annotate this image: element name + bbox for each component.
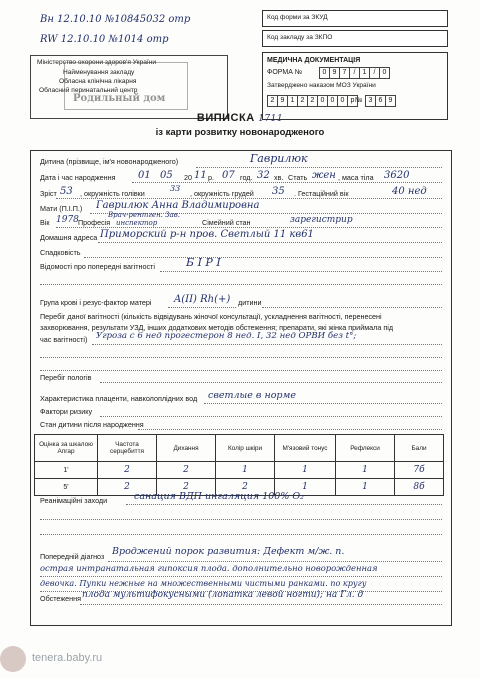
ministry-line-1: Міністерство охорони здоров'я України xyxy=(37,59,157,66)
approved-line: Затверджено наказом МОЗ України xyxy=(267,82,376,89)
birth-year-prefix: 20 xyxy=(184,173,192,182)
digit: 2 xyxy=(267,95,278,107)
apgar-cell: 1 xyxy=(336,479,395,496)
ministry-line-3: Обласна клінічна лікарня xyxy=(59,78,137,85)
weight-label: , маса тіла xyxy=(338,173,374,182)
height-label: Зріст xyxy=(40,189,57,198)
watermark-text: tenera.baby.ru xyxy=(32,652,103,664)
digit: 9 xyxy=(277,95,288,107)
apgar-header: Оцінка за шкалою Апгар xyxy=(35,435,98,462)
course-label-2: захворювання, результати УЗД, інших додаткових методів обстеження; препарати, які жінка приймала під xyxy=(40,323,394,332)
digit: / xyxy=(369,67,380,79)
med-doc-title: МЕДИЧНА ДОКУМЕНТАЦІЯ xyxy=(267,57,361,64)
hospital-stamp xyxy=(64,62,188,110)
digit: 9 xyxy=(385,95,396,107)
sex-value: жен xyxy=(312,170,336,181)
zkud-code-box xyxy=(262,10,448,27)
chest-label: , окружність грудей xyxy=(190,189,254,198)
handwritten-note-1: Вн 12.10.10 №10845032 отр xyxy=(40,14,191,25)
diag-value-2: острая интранатальная гипоксия плода. дополнительно новорожденная xyxy=(40,563,378,573)
mother-value: Гаврилюк Анна Владимировна xyxy=(96,200,260,211)
apgar-cell: 2 xyxy=(157,462,216,479)
approval-date-digits xyxy=(267,95,357,107)
apgar-cell: 1 xyxy=(216,462,275,479)
birth-day: 01 xyxy=(138,170,151,181)
apgar-cell: 1' xyxy=(35,462,98,479)
tenera-logo-icon xyxy=(0,646,26,672)
height-value: 53 xyxy=(60,186,73,197)
gest-label: . Гестаційний вік xyxy=(294,189,349,198)
course-label-1: Перебіг даної вагітності (кількість відвідувань жіночої консультації, ускладнення вагітності, перенесені xyxy=(40,312,382,321)
age-label: Вік xyxy=(40,218,50,227)
apgar-cell: 2 xyxy=(98,462,157,479)
course-value: Угроза с 6 нед прогестерон 8 нед. I, 32 нед ОРВИ без t°; xyxy=(96,331,357,341)
digit: 0 xyxy=(337,95,348,107)
apgar-header-row xyxy=(35,435,444,462)
apgar-header: Колір шкіри xyxy=(216,435,275,462)
prof-value-2: инспектор xyxy=(116,219,158,227)
form-number-label: ФОРМА № xyxy=(267,69,303,76)
head-label: , окружність голівки xyxy=(80,189,145,198)
child-label: Дитина (прізвище, ім'я новонародженого) xyxy=(40,157,179,166)
blood-label: Група крові і резус-фактор матері xyxy=(40,298,152,307)
prof-value: Врач-рентген. Зав. xyxy=(108,211,180,219)
reanim-value: санация ВДП ингаляция 100% O₂ xyxy=(134,491,304,502)
address-label: Домашня адреса xyxy=(40,233,98,242)
exam-value: плода мультифокусными (лопатка левой ногти); на Гл. д xyxy=(82,590,364,600)
placenta-value: светлые в норме xyxy=(208,390,297,401)
prof-label: Професія xyxy=(78,218,111,227)
birth-month: 05 xyxy=(160,170,173,181)
digit: 0 xyxy=(319,67,330,79)
zkud-label: Код форми за ЗКУД xyxy=(267,14,328,21)
family-value: зарегистрир xyxy=(290,215,353,225)
child-blood-label: дитини xyxy=(238,298,262,307)
med-doc-box xyxy=(262,52,448,120)
apgar-cell: 1 xyxy=(336,462,395,479)
digit: 3 xyxy=(365,95,376,107)
order-digits xyxy=(365,95,395,107)
document-title xyxy=(0,112,480,124)
sex-label: Стать xyxy=(288,173,308,182)
apgar-cell: 5' xyxy=(35,479,98,496)
apgar-cell: 2 xyxy=(157,479,216,496)
apgar-cell: 8б xyxy=(395,479,444,496)
digit: р xyxy=(347,95,358,107)
hour-suffix: год. xyxy=(240,173,253,182)
title-main: ВИПИСКА xyxy=(196,112,255,124)
placenta-label: Характеристика плаценти, навколоплідних вод xyxy=(40,394,198,403)
prev-preg-label: Відомості про попередні вагітності xyxy=(40,262,155,271)
ministry-line-4: Обласний перинатальний центр xyxy=(39,87,138,94)
apgar-cell: 1 xyxy=(275,462,336,479)
digit: 1 xyxy=(359,67,370,79)
apgar-header: Дихання xyxy=(157,435,216,462)
digit: 1 xyxy=(287,95,298,107)
digit: / xyxy=(349,67,360,79)
diag-label: Попередній діагноз xyxy=(40,552,105,561)
heredity-label: Спадковість xyxy=(40,248,81,257)
birth-min: 32 xyxy=(257,170,270,181)
year-suffix: р. xyxy=(208,173,214,182)
birth-label: Дата і час народження xyxy=(40,173,116,182)
state-label: Стан дитини після народження xyxy=(40,420,144,429)
digit: 0 xyxy=(327,95,338,107)
handwritten-note-2: RW 12.10.10 №1014 отр xyxy=(40,34,169,45)
apgar-cell: 2 xyxy=(98,479,157,496)
digit: 7 xyxy=(339,67,350,79)
zkpo-code-box xyxy=(262,30,448,47)
prev-preg-value: Б I Р I xyxy=(186,256,221,269)
stamp-text: Родильный дом xyxy=(73,93,166,104)
digit: 0 xyxy=(379,67,390,79)
form-number-digits xyxy=(319,67,389,79)
family-label: Сімейний стан xyxy=(202,218,251,227)
reanim-label: Реанімаційні заходи xyxy=(40,496,108,505)
digit: 0 xyxy=(317,95,328,107)
labor-label: Перебіг пологів xyxy=(40,373,92,382)
apgar-cell: 2 xyxy=(216,479,275,496)
address-value: Приморский р-н пров. Светлый 11 кв61 xyxy=(100,229,314,240)
digit: 6 xyxy=(375,95,386,107)
risk-label: Фактори ризику xyxy=(40,407,93,416)
document-subtitle: із карти розвитку новонародженого xyxy=(155,127,325,138)
gest-value: 40 нед xyxy=(392,186,427,197)
apgar-row xyxy=(35,462,444,479)
chest-value: 35 xyxy=(272,186,285,197)
apgar-table xyxy=(34,434,444,496)
title-number: 1711 xyxy=(258,114,284,124)
birth-hour: 07 xyxy=(222,170,235,181)
zkpo-label: Код закладу за ЗКПО xyxy=(267,34,333,41)
diag-value-1: Вроджений порок развития: Дефект м/ж. п. xyxy=(112,546,345,557)
apgar-header: Частота серцебиття xyxy=(98,435,157,462)
order-label: № xyxy=(355,97,363,104)
min-suffix: хв. xyxy=(274,173,284,182)
weight-value: 3620 xyxy=(384,170,410,181)
mother-label: Мати (П.І.П.) xyxy=(40,204,83,213)
apgar-header: М'язовий тонус xyxy=(275,435,336,462)
apgar-cell: 1 xyxy=(275,479,336,496)
digit: 2 xyxy=(307,95,318,107)
course-label-3: час вагітності) xyxy=(40,335,88,344)
age-value: 1978 xyxy=(56,215,79,225)
ministry-line-2: Найменування закладу xyxy=(63,69,135,76)
digit: 2 xyxy=(297,95,308,107)
apgar-header: Рефлекси xyxy=(336,435,395,462)
head-value: 33 xyxy=(170,184,181,193)
blood-value: A(II) Rh(+) xyxy=(174,294,231,305)
apgar-header: Бали xyxy=(395,435,444,462)
birth-year: 11 xyxy=(194,170,207,181)
exam-label: Обстеження xyxy=(40,594,81,603)
diag-value-3: девочка. Пупки нежные на множественными чистыми ранками. по кругу xyxy=(40,578,367,588)
child-value: Гаврилюк xyxy=(250,152,308,165)
digit: 9 xyxy=(329,67,340,79)
apgar-cell: 7б xyxy=(395,462,444,479)
